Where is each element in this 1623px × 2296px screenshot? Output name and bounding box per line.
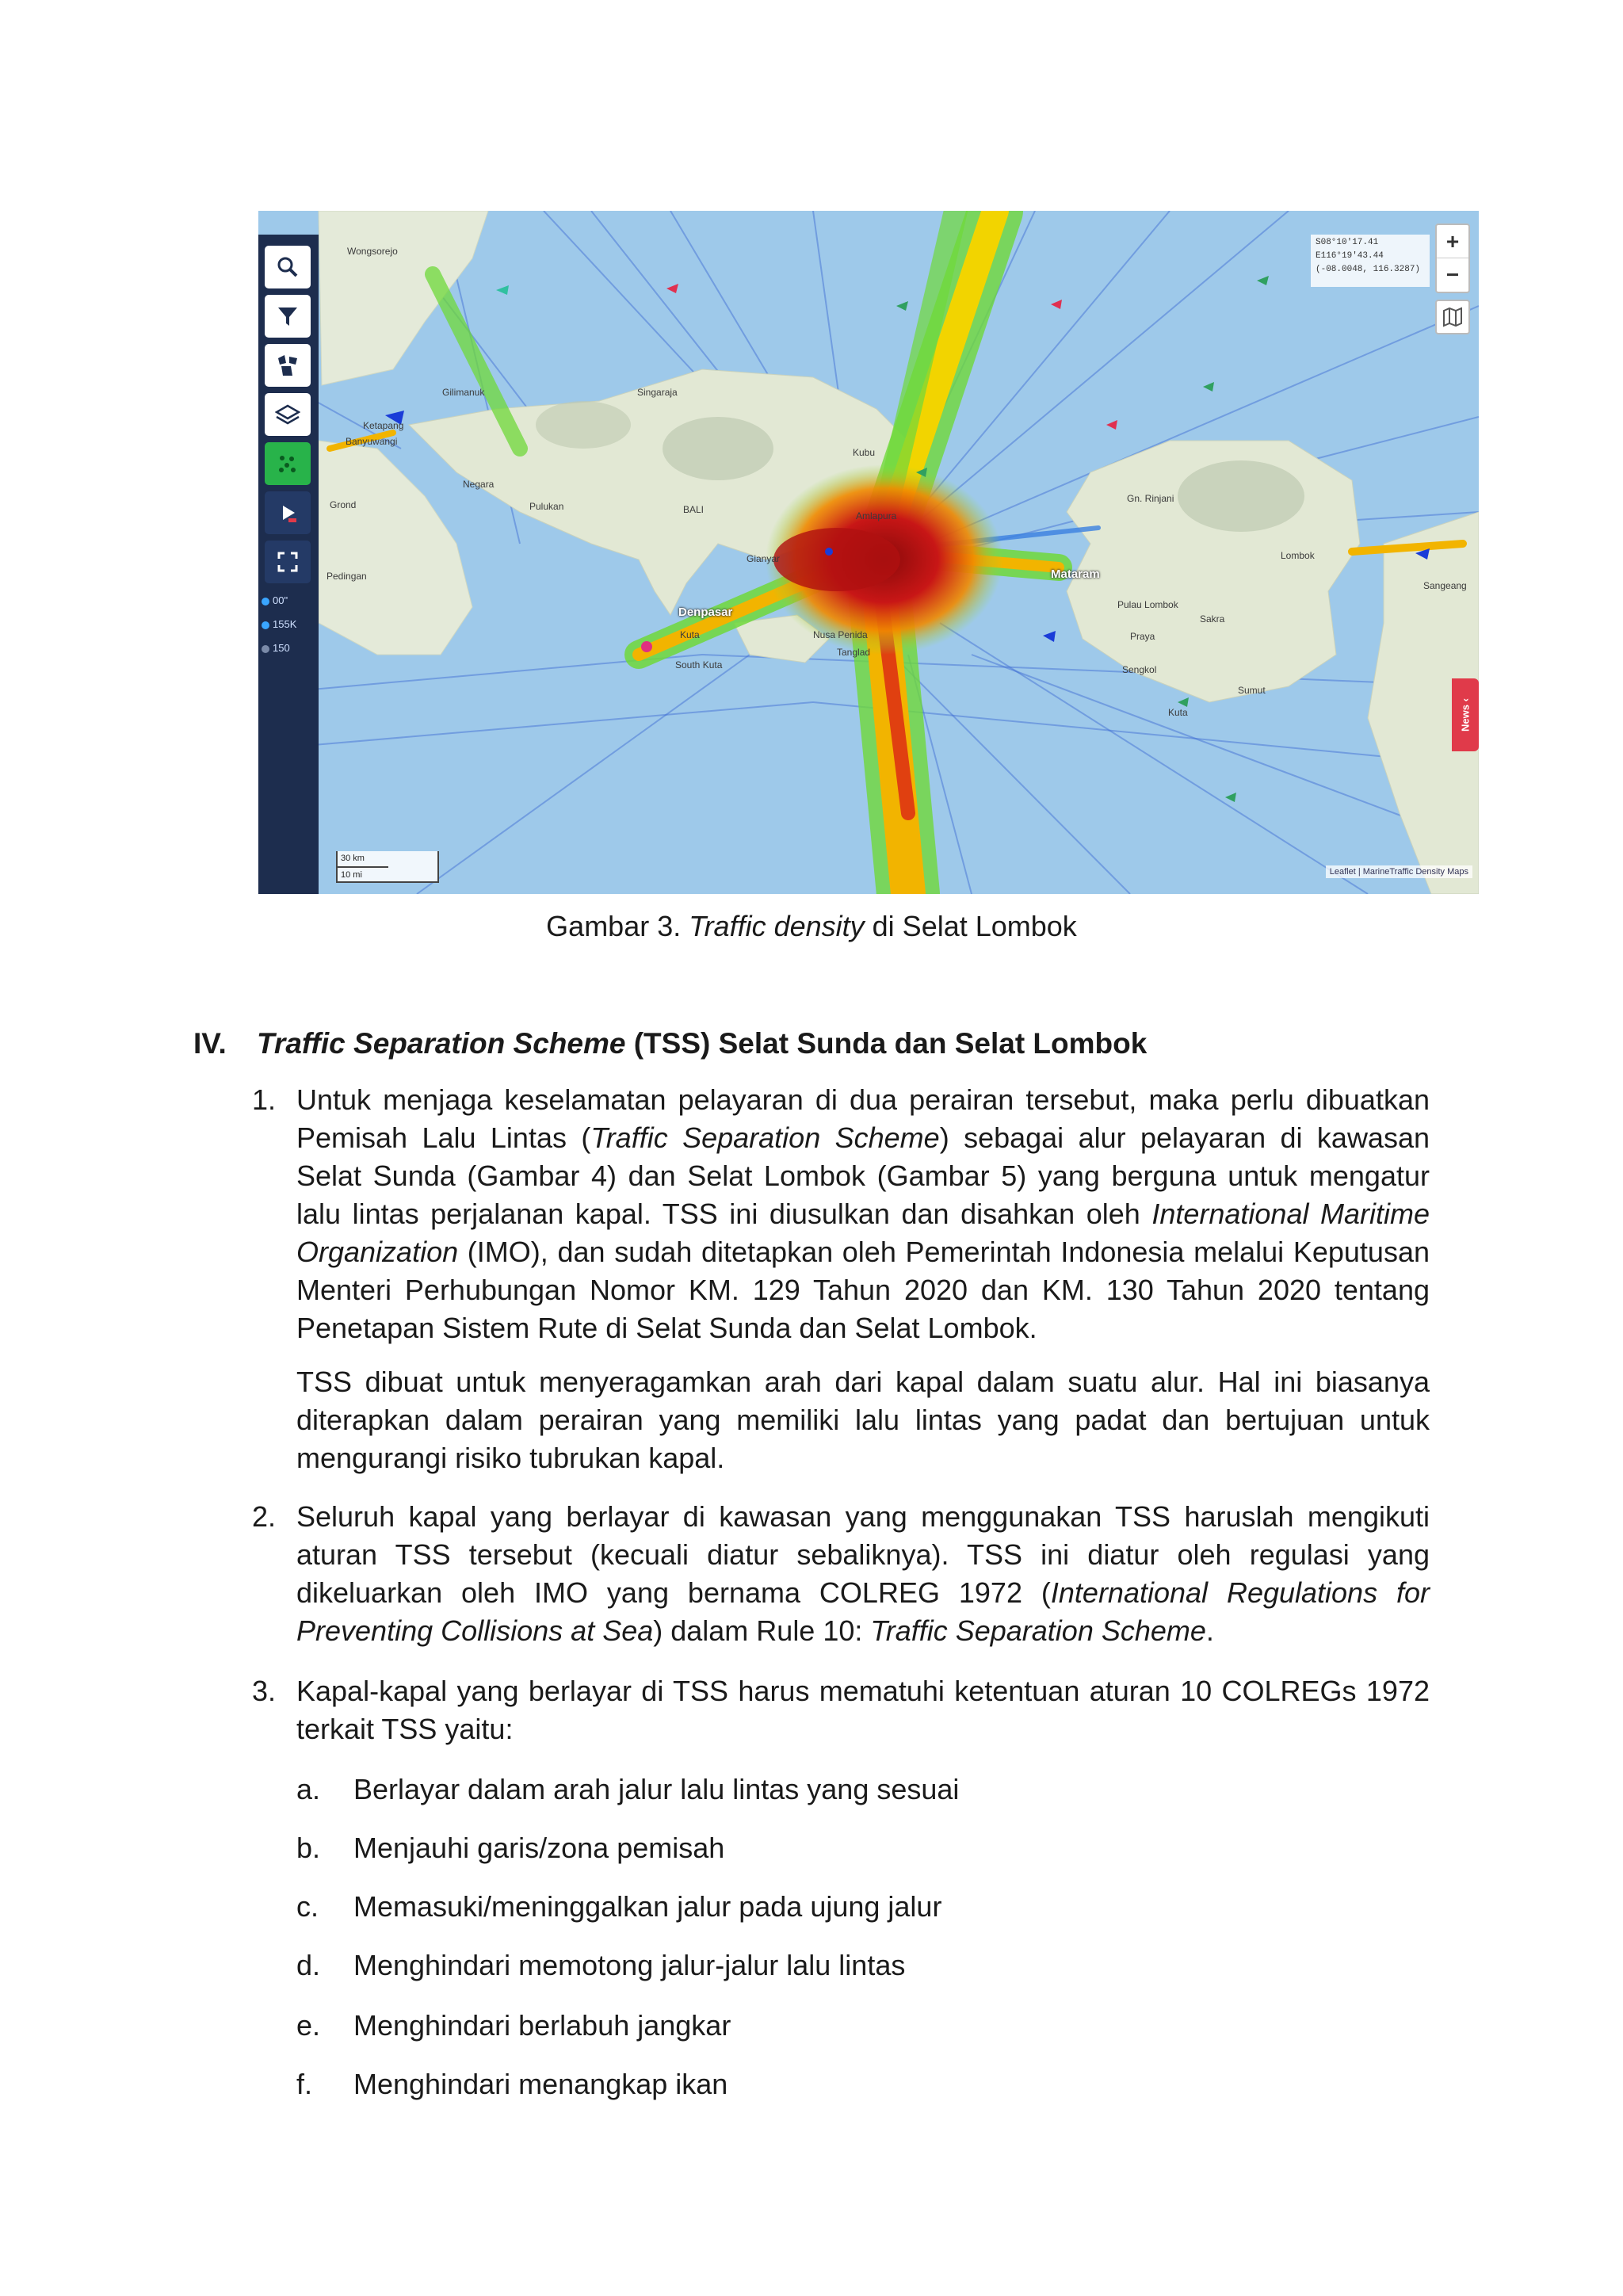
search-button[interactable] xyxy=(265,246,311,288)
news-tab[interactable]: News ‹ xyxy=(1452,678,1479,751)
vessel-count-stat: 155K xyxy=(262,618,296,630)
map-label-negara: Negara xyxy=(463,479,495,490)
map-label-tanglad: Tanglad xyxy=(837,647,871,658)
rinjani-mountains xyxy=(1178,460,1304,532)
map-icon xyxy=(1442,307,1463,327)
list-item-3-text: Kapal-kapal yang berlayar di TSS harus mematuhi ketentuan aturan 10 COLREGs 1972 terkait TSS yaitu: xyxy=(296,1675,1430,1745)
density-hotspot-core xyxy=(773,528,900,591)
layers-icon xyxy=(275,403,300,426)
map-label-south-kuta: South Kuta xyxy=(675,659,723,670)
area-icon xyxy=(262,645,269,653)
figure-caption: Gambar 3. Traffic density di Selat Lombok xyxy=(546,910,1077,942)
sub-item-d: d. Menghindari memotong jalur-jalur lalu lintas xyxy=(296,1949,906,1981)
zoom-control xyxy=(1435,223,1470,293)
sub-item-a: a. Berlayar dalam arah jalur lalu lintas yang sesuai xyxy=(296,1773,960,1805)
zoom-in-button[interactable]: + xyxy=(1445,228,1460,254)
fleet-button[interactable] xyxy=(265,344,311,387)
play-icon xyxy=(276,501,300,525)
map-label-mataram: Mataram xyxy=(1051,567,1100,581)
scale-km: 30 km xyxy=(341,854,365,863)
cursor-coordinates xyxy=(1311,235,1430,287)
density-icon xyxy=(276,452,300,476)
map-toolbar xyxy=(258,235,319,894)
map-label-gn-rinjani: Gn. Rinjani xyxy=(1127,493,1174,504)
map-label-ketapang: Ketapang xyxy=(363,420,404,431)
map-label-banyuwangi: Banyuwangi xyxy=(346,436,398,447)
map-label-sakra: Sakra xyxy=(1200,613,1225,625)
map-label-kuta: Kuta xyxy=(680,629,700,640)
map-label-wongsorejo: Wongsorejo xyxy=(347,246,398,257)
zoom-out-button[interactable]: − xyxy=(1437,258,1468,291)
search-icon xyxy=(276,255,300,279)
expand-icon xyxy=(276,550,300,574)
area-count-stat: 150 xyxy=(262,642,290,654)
list-item-1: 1. Untuk menjaga keselamatan pelayaran di dua perairan tersebut, maka perlu dibuatkan Pemisah Lalu Lintas (Traffic Separation Scheme) sebagai alur pelayaran di kawasan Selat Sunda (Gambar 4) dan Selat Lombok (Gambar 5) yang berguna untuk mengatur lalu lintas perjalanan kapal. TSS ini diusulkan dan disahkan oleh International Maritime Organization (IMO), dan sudah ditetapkan oleh Pemerintah Indonesia melalui Keputusan Menteri Perhubungan Nomor KM. 129 Tahun 2020 dan KM. 130 Tahun 2020 tentang Penetapan Sistem Rute di Selat Sunda dan Selat Lombok. xyxy=(252,1081,1430,1347)
bali-mountains xyxy=(663,417,773,480)
sub-item-b: b. Menjauhi garis/zona pemisah xyxy=(296,1832,725,1864)
layers-button[interactable] xyxy=(265,393,311,436)
map-label-sumut: Sumut xyxy=(1238,685,1266,696)
map-label-pulau-lombok: Pulau Lombok xyxy=(1117,599,1178,610)
refresh-icon xyxy=(262,598,269,606)
weather-stat: 00" xyxy=(262,594,288,606)
map-label-pedingan: Pedingan xyxy=(327,571,367,582)
map-label-kuta-lombok: Kuta xyxy=(1168,707,1188,718)
map-label-praya: Praya xyxy=(1130,631,1155,642)
section-heading: IV. Traffic Separation Scheme (TSS) Selat Sunda dan Selat Lombok xyxy=(193,1027,1148,1060)
map-label-lombok: Lombok xyxy=(1281,550,1315,561)
map-label-kubu: Kubu xyxy=(853,447,876,458)
map-label-bali: BALI xyxy=(683,504,705,515)
map-label-nusa-penida: Nusa Penida xyxy=(813,629,868,640)
sub-item-c: c. Memasuki/meninggalkan jalur pada ujung jalur xyxy=(296,1890,942,1923)
map-label-denpasar: Denpasar xyxy=(678,606,733,619)
fullscreen-button[interactable] xyxy=(265,541,311,583)
list-item-1-paragraph: TSS dibuat untuk menyeragamkan arah dari kapal dalam suatu alur. Hal ini biasanya diterapkan dalam perairan yang memiliki lalu lintas yang padat dan bertujuan untuk mengurangi risiko tubrukan kapal. xyxy=(296,1366,1430,1474)
list-item-2-text: Seluruh kapal yang berlayar di kawasan yang menggunakan TSS haruslah mengikuti aturan TSS tersebut (kecuali diatur sebaliknya). TSS ini diatur oleh regulasi yang dikeluarkan oleh IMO yang bernama COLREG 1972 (International Regulations for Preventing Collisions at Sea) dalam Rule 10: Traffic Separation Scheme. xyxy=(296,1500,1430,1647)
coordinate-decimal: (-08.0048, 116.3287) xyxy=(1316,265,1421,274)
map-layers-button[interactable] xyxy=(1435,300,1470,334)
filter-icon xyxy=(276,304,300,328)
map-attribution[interactable]: Leaflet | MarineTraffic Density Maps xyxy=(1326,865,1472,878)
playback-button[interactable] xyxy=(265,491,311,534)
map-label-singaraja: Singaraja xyxy=(637,387,678,398)
map-scale xyxy=(336,851,439,883)
traffic-density-map[interactable] xyxy=(258,211,1479,894)
sub-item-f: f. Menghindari menangkap ikan xyxy=(296,2068,728,2100)
filter-button[interactable] xyxy=(265,295,311,338)
sub-item-e: e. Menghindari berlabuh jangkar xyxy=(296,2009,731,2042)
density-button[interactable] xyxy=(265,442,311,485)
list-item-1-text: Untuk menjaga keselamatan pelayaran di dua perairan tersebut, maka perlu dibuatkan Pemisah Lalu Lintas (Traffic Separation Scheme) sebagai alur pelayaran di kawasan Selat Sunda (Gambar 4) dan Selat Lombok (Gambar 5) yang berguna untuk mengatur lalu lintas perjalanan kapal. TSS ini diusulkan dan disahkan oleh International Maritime Organization (IMO), dan sudah ditetapkan oleh Pemerintah Indonesia melalui Keputusan Menteri Perhubungan Nomor KM. 129 Tahun 2020 dan KM. 130 Tahun 2020 tentang Penetapan Sistem Rute di Selat Sunda dan Selat Lombok. xyxy=(296,1083,1430,1344)
map-label-grond: Grond xyxy=(330,499,357,510)
coordinate-lat: S08°10'17.41 xyxy=(1316,238,1379,247)
scale-mi: 10 mi xyxy=(338,866,388,883)
map-label-sangeang: Sangeang xyxy=(1423,580,1467,591)
map-label-gilimanuk: Gilimanuk xyxy=(442,387,485,398)
coordinate-lon: E116°19'43.44 xyxy=(1316,251,1384,261)
list-item-2: 2. Seluruh kapal yang berlayar di kawasan yang menggunakan TSS haruslah mengikuti aturan TSS tersebut (kecuali diatur sebaliknya). TSS ini diatur oleh regulasi yang dikeluarkan oleh IMO yang bernama COLREG 1972 (International Regulations for Preventing Collisions at Sea) dalam Rule 10: Traffic Separation Scheme. xyxy=(252,1498,1430,1650)
map-label-sengkol: Sengkol xyxy=(1122,664,1157,675)
map-label-gianyar: Gianyar xyxy=(747,553,781,564)
map-label-amlapura: Amlapura xyxy=(856,510,897,521)
list-item-3: 3. Kapal-kapal yang berlayar di TSS harus mematuhi ketentuan aturan 10 COLREGs 1972 terkait TSS yaitu: xyxy=(252,1672,1430,1748)
vessel-icon xyxy=(262,621,269,629)
fleet-icon xyxy=(275,353,300,377)
bali-mountains xyxy=(536,401,631,449)
map-label-pulukan: Pulukan xyxy=(529,501,564,512)
